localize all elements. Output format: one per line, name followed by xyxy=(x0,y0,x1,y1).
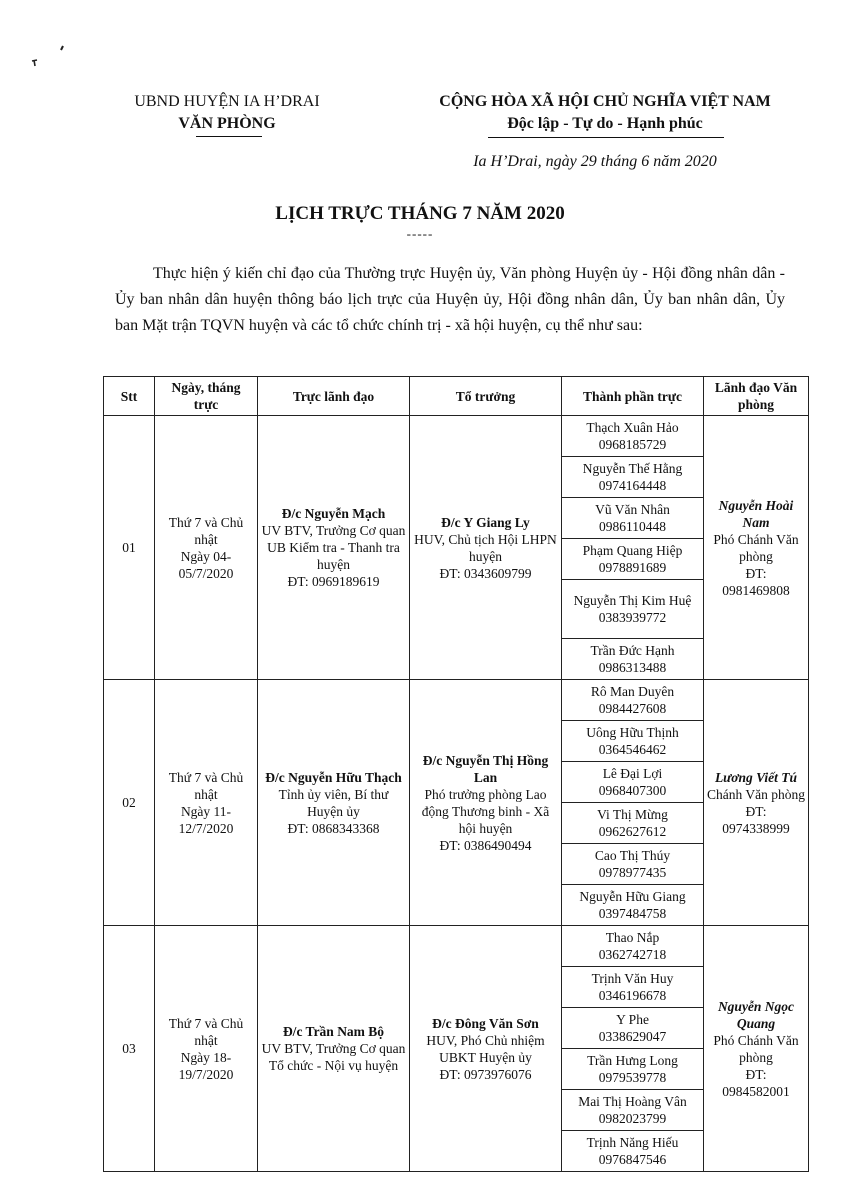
member-name: Uông Hữu Thịnh xyxy=(586,725,679,740)
member-entry xyxy=(562,639,703,679)
row-members xyxy=(562,416,704,680)
member-name: Lê Đại Lợi xyxy=(602,766,663,781)
row-date-days: Thứ 7 và Chủ nhật xyxy=(168,514,244,547)
member-phone: 0979539778 xyxy=(598,1070,667,1085)
office-lead-phone-label: ĐT: xyxy=(745,565,767,581)
col-office-lead: Lãnh đạo Văn phòng xyxy=(704,377,809,416)
row-date-range: Ngày 18-19/7/2020 xyxy=(178,1049,234,1082)
row-stt: 01 xyxy=(104,416,155,680)
row-team-lead xyxy=(410,416,562,680)
office-lead-name: Lương Viết Tú xyxy=(714,769,798,785)
member-entry xyxy=(562,1131,703,1171)
member-phone: 0338629047 xyxy=(598,1029,667,1044)
member-entry xyxy=(562,721,703,762)
team-lead-role: HUV, Chủ tịch Hội LHPN huyện xyxy=(414,531,557,564)
team-lead-phone: ĐT: 0343609799 xyxy=(439,565,532,581)
leader-role: UV BTV, Trưởng Cơ quan Tổ chức - Nội vụ huyện xyxy=(261,1041,406,1073)
motto-underline xyxy=(488,137,724,138)
leader-role: Tỉnh ủy viên, Bí thư Huyện ủy xyxy=(278,786,389,819)
issuer-org: UBND HUYỆN IA H’DRAI xyxy=(134,93,320,110)
row-date-days: Thứ 7 và Chủ nhật xyxy=(168,1015,244,1048)
nation-motto: Độc lập - Tự do - Hạnh phúc xyxy=(507,115,703,132)
member-phone: 0968185729 xyxy=(598,437,667,452)
member-entry xyxy=(562,844,703,885)
member-phone: 0397484758 xyxy=(598,906,667,921)
member-entry xyxy=(562,498,703,539)
member-phone: 0984427608 xyxy=(598,701,667,716)
member-entry xyxy=(562,580,703,639)
team-lead-phone: ĐT: 0973976076 xyxy=(439,1066,532,1082)
office-lead-role: Chánh Văn phòng xyxy=(707,786,805,802)
row-leader xyxy=(258,926,410,1172)
leader-role: UV BTV, Trưởng Cơ quan UB Kiểm tra - Thanh tra huyện xyxy=(261,523,406,572)
office-lead-name: Nguyễn Ngọc Quang xyxy=(717,998,795,1031)
issuer-dept: VĂN PHÒNG xyxy=(178,115,276,132)
col-date: Ngày, tháng trực xyxy=(155,377,258,416)
leader-name: Đ/c Nguyễn Mạch xyxy=(281,506,386,521)
member-name: Vũ Văn Nhân xyxy=(595,502,670,517)
col-team-lead: Tổ trưởng xyxy=(410,377,562,416)
team-lead-role: HUV, Phó Chủ nhiệm UBKT Huyện ủy xyxy=(426,1032,545,1065)
member-entry xyxy=(562,1008,703,1049)
member-name: Phạm Quang Hiệp xyxy=(582,543,683,558)
member-name: Nguyễn Hữu Giang xyxy=(579,889,686,904)
scan-mark-icon xyxy=(30,42,70,72)
member-phone: 0982023799 xyxy=(598,1111,667,1126)
row-date-range: Ngày 11-12/7/2020 xyxy=(178,803,234,836)
col-leader: Trực lãnh đạo xyxy=(258,377,410,416)
leader-phone: ĐT: 0969189619 xyxy=(287,574,380,589)
member-name: Trịnh Năng Hiếu xyxy=(586,1135,679,1150)
member-entry xyxy=(562,539,703,580)
team-lead-name: Đ/c Đông Văn Sơn xyxy=(432,1015,539,1031)
member-name: Mai Thị Hoàng Vân xyxy=(578,1094,687,1109)
row-date-range: Ngày 04-05/7/2020 xyxy=(178,548,234,581)
office-lead-phone-label: ĐT: xyxy=(745,1066,767,1082)
member-name: Nguyễn Thị Kim Huệ xyxy=(573,593,692,608)
title-rule: ----- xyxy=(406,226,434,241)
member-phone: 0986110448 xyxy=(599,519,666,534)
member-entry xyxy=(562,967,703,1008)
member-phone: 0986313488 xyxy=(598,660,667,675)
office-lead-phone: 0984582001 xyxy=(722,1083,790,1099)
leader-phone: ĐT: 0868343368 xyxy=(287,820,380,836)
row-date xyxy=(155,926,258,1172)
member-phone: 0362742718 xyxy=(598,947,667,962)
member-phone: 0364546462 xyxy=(598,742,667,757)
member-phone: 0383939772 xyxy=(598,610,667,625)
member-entry xyxy=(562,803,703,844)
col-stt: Stt xyxy=(104,377,155,416)
table-row xyxy=(104,926,809,1172)
office-lead-role: Phó Chánh Văn phòng xyxy=(713,531,799,564)
team-lead-name: Đ/c Nguyễn Thị Hồng Lan xyxy=(422,752,549,785)
table-row xyxy=(104,680,809,926)
member-name: Trần Hưng Long xyxy=(587,1053,678,1068)
row-team-lead xyxy=(410,926,562,1172)
intro-paragraph xyxy=(115,261,785,339)
member-phone: 0962627612 xyxy=(598,824,667,839)
nation-title: CỘNG HÒA XÃ HỘI CHỦ NGHĨA VIỆT NAM xyxy=(439,93,771,110)
member-name: Rô Man Duyên xyxy=(590,684,675,699)
row-leader xyxy=(258,416,410,680)
team-lead-role: Phó trưởng phòng Lao động Thương binh - Xã hội huyện xyxy=(421,786,550,836)
row-office-lead xyxy=(704,680,809,926)
nation-block xyxy=(385,91,825,135)
table-header-row xyxy=(104,377,809,416)
team-lead-name: Đ/c Y Giang Ly xyxy=(441,514,530,530)
member-entry xyxy=(562,885,703,925)
duty-table xyxy=(103,376,809,1172)
member-name: Thao Nắp xyxy=(605,930,660,945)
issuer-block xyxy=(112,91,342,135)
row-stt: 03 xyxy=(104,926,155,1172)
member-entry xyxy=(562,926,703,967)
member-phone: 0346196678 xyxy=(598,988,667,1003)
member-name: Y Phe xyxy=(616,1012,649,1027)
office-lead-name: Nguyễn Hoài Nam xyxy=(718,497,794,530)
row-office-lead xyxy=(704,926,809,1172)
member-entry xyxy=(562,1049,703,1090)
member-name: Trịnh Văn Huy xyxy=(591,971,674,986)
member-name: Cao Thị Thúy xyxy=(594,848,671,863)
row-date xyxy=(155,416,258,680)
office-lead-phone: 0981469808 xyxy=(722,582,790,598)
office-lead-phone-label: ĐT: xyxy=(745,803,767,819)
member-phone: 0976847546 xyxy=(598,1152,667,1167)
member-entry xyxy=(562,1090,703,1131)
document-title: LỊCH TRỰC THÁNG 7 NĂM 2020 xyxy=(275,203,565,224)
table-row xyxy=(104,416,809,680)
col-members: Thành phần trực xyxy=(562,377,704,416)
leader-name: Đ/c Trần Nam Bộ xyxy=(282,1024,385,1039)
issuer-underline xyxy=(196,136,262,137)
office-lead-phone: 0974338999 xyxy=(722,820,790,836)
member-entry xyxy=(562,680,703,721)
row-date xyxy=(155,680,258,926)
row-office-lead xyxy=(704,416,809,680)
member-name: Thạch Xuân Hảo xyxy=(586,420,679,435)
member-phone: 0968407300 xyxy=(598,783,667,798)
leader-name: Đ/c Nguyễn Hữu Thạch xyxy=(265,769,402,785)
row-stt: 02 xyxy=(104,680,155,926)
member-entry xyxy=(562,457,703,498)
member-name: Trần Đức Hạnh xyxy=(590,643,675,658)
document-date: Ia H’Drai, ngày 29 tháng 6 năm 2020 xyxy=(473,153,717,170)
member-name: Nguyễn Thế Hằng xyxy=(582,461,683,476)
member-phone: 0978891689 xyxy=(598,560,667,575)
office-lead-role: Phó Chánh Văn phòng xyxy=(713,1032,799,1065)
member-name: Vi Thị Mừng xyxy=(597,807,668,822)
row-members xyxy=(562,680,704,926)
row-team-lead xyxy=(410,680,562,926)
row-members xyxy=(562,926,704,1172)
member-entry xyxy=(562,416,703,457)
row-date-days: Thứ 7 và Chủ nhật xyxy=(168,769,244,802)
member-phone: 0978977435 xyxy=(598,865,667,880)
member-phone: 0974164448 xyxy=(598,478,667,493)
team-lead-phone: ĐT: 0386490494 xyxy=(439,837,532,853)
row-leader xyxy=(258,680,410,926)
intro-text: Thực hiện ý kiến chỉ đạo của Thường trực Huyện ủy, Văn phòng Huyện ủy - Hội đồng nhân dân - Ủy ban nhân dân huyện thông báo lịch trực của Huyện ủy, Hội đồng nhân dân, Ủy ban nhân dân, Ủy ban Mặt trận TQVN huyện và các tổ chức chính trị - xã hội huyện, cụ thể như sau: xyxy=(115,265,785,334)
member-entry xyxy=(562,762,703,803)
